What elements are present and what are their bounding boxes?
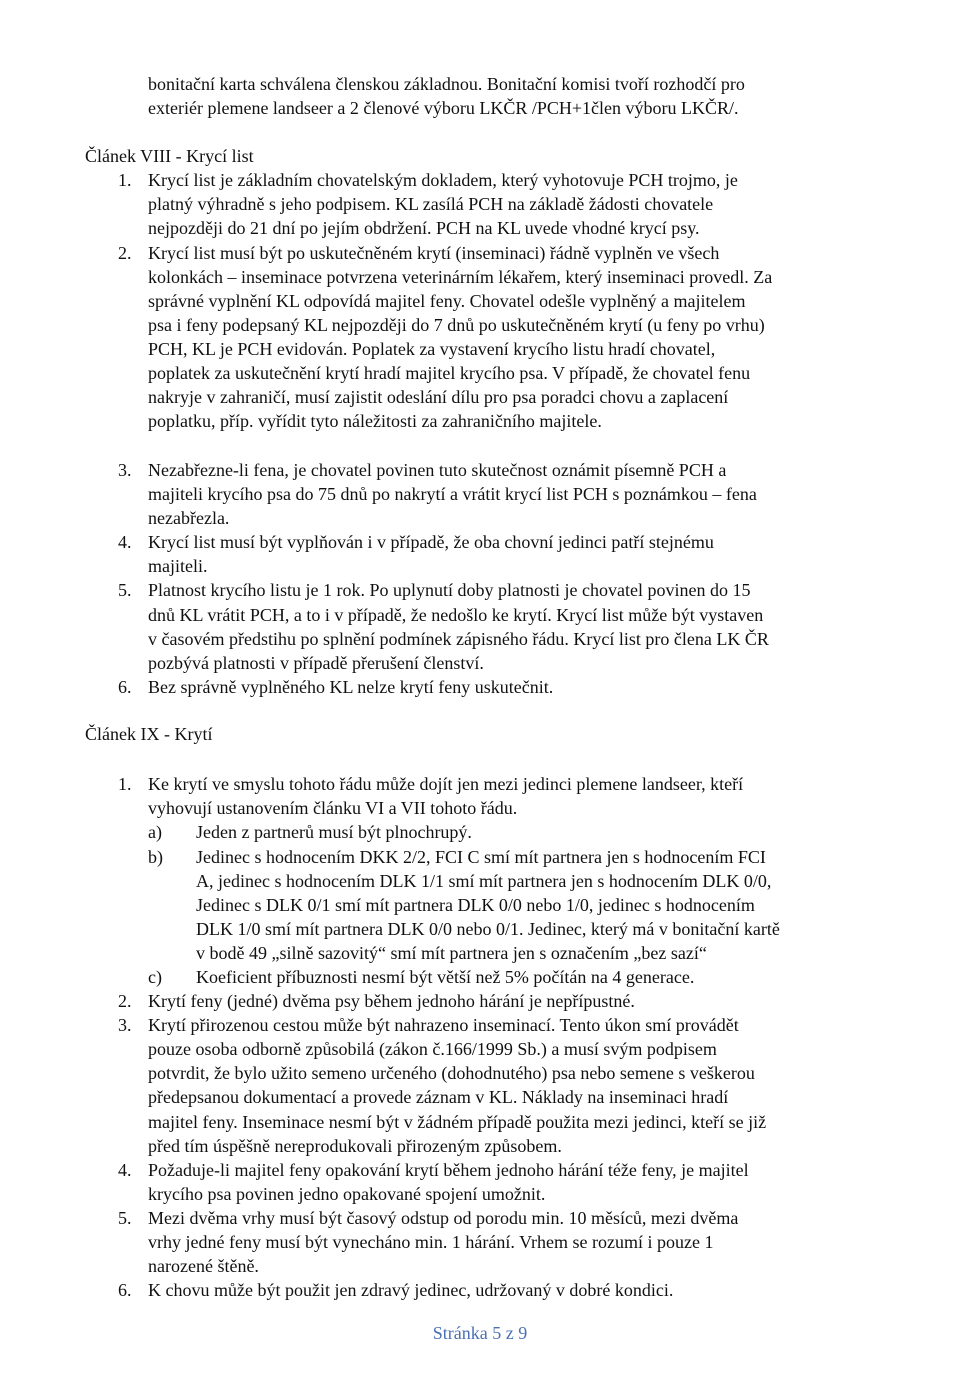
list-item-line: Ke krytí ve smyslu tohoto řádu může dojít jen mezi jedinci plemene landseer, kteří [148, 774, 744, 794]
sub-item-line: DLK 1/0 smí mít partnera DLK 0/0 nebo 0/1. Jedinec, který má v bonitační kartě [196, 919, 780, 939]
list-item-line: před tím úspěšně nereprodukovali přirozeným způsobem. [148, 1136, 562, 1156]
list-item-line: psa i feny podepsaný KL nejpozději do 7 dnů po uskutečněném krytí (u feny po vrhu) [148, 315, 765, 335]
list-item-line: potvrdit, že bylo užito semeno určeného (dohodnutého) psa nebo semene s veškerou [148, 1063, 755, 1083]
article-8-heading: Článek VIII - Krycí list [85, 146, 254, 166]
sub-item-line: Koeficient příbuznosti nesmí být větší než 5% počítán na 4 generace. [196, 967, 695, 987]
list-item-line: K chovu může být použit jen zdravý jedinec, udržovaný v dobré kondici. [148, 1280, 674, 1300]
list-item-line: Mezi dvěma vrhy musí být časový odstup od porodu min. 10 měsíců, mezi dvěma [148, 1208, 739, 1228]
sub-item-letter: c) [148, 967, 162, 987]
list-item-number: 2. [118, 991, 132, 1011]
list-item-line: předepsanou dokumentací a provede záznam v KL. Náklady na inseminaci hradí [148, 1087, 729, 1107]
list-item-line: Nezabřezne-li fena, je chovatel povinen tuto skutečnost oznámit písemně PCH a [148, 460, 727, 480]
list-item-line: poplatek za uskutečnění krytí hradí majitel krycího psa. V případě, že chovatel fenu [148, 363, 751, 383]
list-item-number: 5. [118, 580, 132, 600]
page-number-footer: Stránka 5 z 9 [432, 1323, 528, 1343]
list-item-number: 1. [118, 774, 132, 794]
list-item-line: kolonkách – inseminace potvrzena veterinárním lékařem, který inseminaci provedl. Za [148, 267, 773, 287]
sub-item-line: Jedinec s hodnocením DKK 2/2, FCI C smí mít partnera jen s hodnocením FCI [196, 847, 766, 867]
list-item-line: dnů KL vrátit PCH, a to i v případě, že nedošlo ke krytí. Krycí list může být vystaven [148, 605, 764, 625]
sub-item-line: v bodě 49 „silně sazovitý“ smí mít partnera jen s označením „bez sazí“ [196, 943, 707, 963]
list-item-line: majiteli. [148, 556, 208, 576]
list-item-line: narozené štěně. [148, 1256, 259, 1276]
list-item-line: pouze osoba odborně způsobilá (zákon č.166/1999 Sb.) a musí svým podpisem [148, 1039, 717, 1059]
list-item-line: Krycí list musí být po uskutečněném krytí (inseminaci) řádně vyplněn ve všech [148, 243, 720, 263]
list-item-line: platný výhradně s jeho podpisem. KL zasílá PCH na základě žádosti chovatele [148, 194, 714, 214]
list-item-line: správné vyplnění KL odpovídá majitel feny. Chovatel odešle vyplněný a majitelem [148, 291, 746, 311]
list-item-line: majiteli krycího psa do 75 dnů po nakrytí a vrátit krycí list PCH s poznámkou – fena [148, 484, 757, 504]
list-item-line: Bez správně vyplněného KL nelze krytí feny uskutečnit. [148, 677, 554, 697]
list-item-number: 6. [118, 677, 132, 697]
list-item-line: Platnost krycího listu je 1 rok. Po uplynutí doby platnosti je chovatel povinen do 15 [148, 580, 751, 600]
intro-line: bonitační karta schválena členskou základnou. Bonitační komisi tvoří rozhodčí pro [148, 74, 745, 94]
sub-item-line: Jedinec s DLK 0/1 smí mít partnera DLK 0/0 nebo 1/0, jedinec s hodnocením [196, 895, 755, 915]
list-item-number: 1. [118, 170, 132, 190]
list-item-line: nezabřezla. [148, 508, 230, 528]
list-item-line: vrhy jedné feny musí být vynecháno min. 1 hárání. Vrhem se rozumí i pouze 1 [148, 1232, 714, 1252]
list-item-number: 4. [118, 1160, 132, 1180]
list-item-line: majitel feny. Inseminace nesmí být v žádném případě použita mezi jedinci, kteří se již [148, 1112, 767, 1132]
list-item-line: Krytí feny (jedné) dvěma psy během jednoho hárání je nepřípustné. [148, 991, 635, 1011]
list-item-line: PCH, KL je PCH evidován. Poplatek za vystavení krycího listu hradí chovatel, [148, 339, 716, 359]
list-item-line: Požaduje-li majitel feny opakování krytí během jednoho hárání téže feny, je majitel [148, 1160, 749, 1180]
list-item-line: pozbývá platnosti v případě přerušení členství. [148, 653, 484, 673]
list-item-number: 3. [118, 460, 132, 480]
article-9-heading: Článek IX - Krytí [85, 724, 213, 744]
sub-item-letter: a) [148, 822, 162, 842]
list-item-number: 2. [118, 243, 132, 263]
list-item-line: Krycí list je základním chovatelským dokladem, který vyhotovuje PCH trojmo, je [148, 170, 738, 190]
list-item-line: nejpozději do 21 dní po jejím obdržení. PCH na KL uvede vhodné krycí psy. [148, 218, 700, 238]
list-item-line: poplatku, příp. vyřídit tyto náležitosti za zahraničního majitele. [148, 411, 602, 431]
list-item-line: v časovém předstihu po splnění podmínek zápisného řádu. Krycí list pro člena LK ČR [148, 629, 769, 649]
sub-item-line: A, jedinec s hodnocením DLK 1/1 smí mít partnera jen s hodnocením DLK 0/0, [196, 871, 772, 891]
list-item-number: 5. [118, 1208, 132, 1228]
sub-item-line: Jeden z partnerů musí být plnochrupý. [196, 822, 472, 842]
list-item-number: 6. [118, 1280, 132, 1300]
list-item-line: vyhovují ustanovením článku VI a VII tohoto řádu. [148, 798, 518, 818]
list-item-number: 4. [118, 532, 132, 552]
intro-line: exteriér plemene landseer a 2 členové výboru LKČR /PCH+1člen výboru LKČR/. [148, 98, 739, 118]
list-item-line: nakryje v zahraničí, musí zajistit odeslání dílu pro psa poradci chovu a zaplacení [148, 387, 729, 407]
list-item-line: krycího psa povinen jedno opakované spojení umožnit. [148, 1184, 546, 1204]
sub-item-letter: b) [148, 847, 163, 867]
list-item-line: Krytí přirozenou cestou může být nahrazeno inseminací. Tento úkon smí provádět [148, 1015, 739, 1035]
list-item-line: Krycí list musí být vyplňován i v případě, že oba chovní jedinci patří stejnému [148, 532, 714, 552]
list-item-number: 3. [118, 1015, 132, 1035]
